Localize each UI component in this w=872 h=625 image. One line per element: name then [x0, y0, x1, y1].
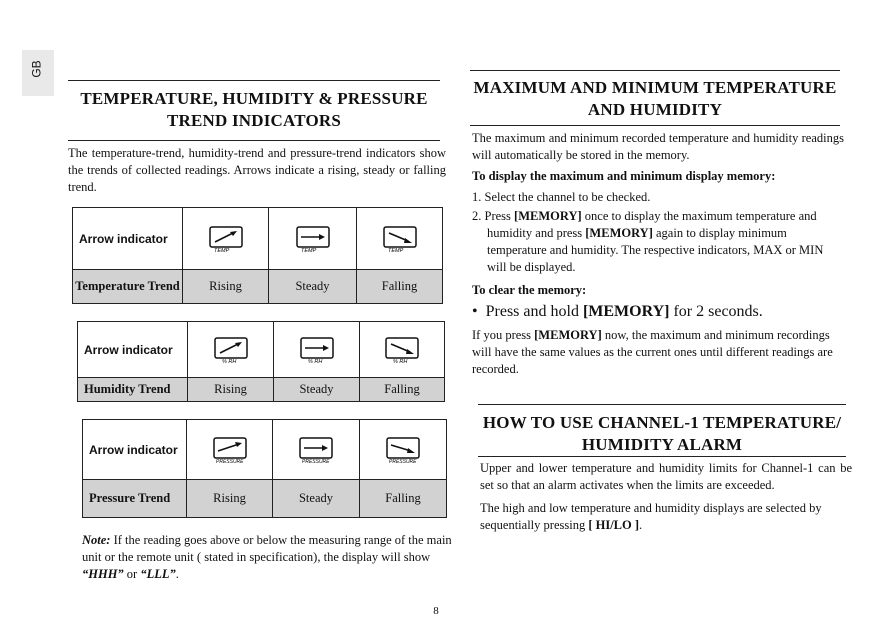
- temperature-trend-label: Temperature Trend: [73, 270, 183, 304]
- step-2: [472, 208, 844, 276]
- humidity-steady-arrow-icon: [299, 336, 335, 364]
- hilo-key: [ HI/LO ]: [588, 518, 640, 532]
- note-text: If the reading goes above or below the measuring range of the main unit or the remote unit ( stated in specification), the display will show: [82, 533, 452, 564]
- pressure-trend-table: [82, 419, 447, 518]
- right-title2-line2: HUMIDITY ALARM: [581, 435, 743, 454]
- arrow-indicator-label: Arrow indicator: [83, 420, 187, 480]
- temp-falling-label: Falling: [357, 270, 443, 304]
- right-title2-line1: HOW TO USE CHANNEL-1 TEMPERATURE/: [482, 413, 842, 432]
- right-p4: [480, 500, 852, 534]
- arrow-indicator-label: Arrow indicator: [73, 208, 183, 270]
- right-title1-line1: MAXIMUM AND MINIMUM TEMPERATURE: [473, 78, 837, 97]
- temp-steady-label: Steady: [269, 270, 357, 304]
- note-or: or: [123, 567, 141, 581]
- humidity-rising-unit: % RH: [221, 358, 236, 364]
- pressure-steady-arrow-icon: [294, 436, 338, 464]
- humidity-falling-cell: [360, 322, 445, 378]
- left-intro: [68, 145, 446, 196]
- p2-b: now, the maximum and minimum recordings will have the same values as the current ones until different readings are recorded.: [472, 328, 833, 376]
- language-tab: [22, 50, 54, 96]
- temperature-trend-row: [73, 270, 443, 304]
- pressure-rising-cell: [187, 420, 273, 480]
- pressure-falling-unit: PRESSURE: [389, 458, 417, 464]
- step-2-b: once to display the maximum temperature and humidity and press: [487, 209, 817, 240]
- temp-falling-arrow-icon: [382, 225, 418, 253]
- bullet-memory: [MEMORY]: [582, 303, 670, 320]
- right-title1-line2: AND HUMIDITY: [587, 100, 723, 119]
- temp-rising-cell: [183, 208, 269, 270]
- clear-memory-subheading: To clear the memory:: [472, 283, 587, 297]
- language-tab-label: GB: [29, 60, 44, 78]
- step-2-memory-2: [MEMORY]: [585, 226, 653, 240]
- left-intro-text: The temperature-trend, humidity-trend and pressure-trend indicators show the trends of collected readings. Arrows indicate a rising, steady or falling trend.: [68, 146, 446, 194]
- right-title2-top-rule: [478, 404, 846, 405]
- temp-steady-arrow-icon: [295, 225, 331, 253]
- clear-memory-list: [472, 303, 844, 321]
- humidity-arrow-row: [78, 322, 445, 378]
- right-title1: [470, 77, 840, 121]
- step-2-c: again to display minimum temperature and humidity. The respective indicators, MAX or MIN will be displayed.: [487, 226, 824, 274]
- humidity-trend-label: Humidity Trend: [78, 378, 188, 402]
- p2-a: If you press: [472, 328, 535, 342]
- right-title1-bottom-rule: [470, 125, 840, 126]
- temp-steady-unit: TEMP: [300, 247, 316, 253]
- humidity-trend-row: [78, 378, 445, 402]
- humidity-falling-unit: % RH: [393, 358, 408, 364]
- left-title-bottom-rule: [68, 140, 440, 141]
- humidity-steady-unit: % RH: [307, 358, 322, 364]
- right-p2: [472, 327, 844, 378]
- temp-falling-unit: TEMP: [387, 247, 403, 253]
- right-title1-top-rule: [470, 70, 840, 71]
- note-end: .: [175, 567, 179, 581]
- right-section2: [480, 460, 852, 534]
- clear-memory-bullet: [472, 303, 844, 321]
- pressure-rising-label: Rising: [187, 480, 273, 518]
- p4-a: The high and low temperature and humidity displays are selected by sequentially pressing: [480, 501, 822, 532]
- pressure-steady-label: Steady: [273, 480, 360, 518]
- left-title: [68, 88, 440, 132]
- step-1: 1. Select the channel to be checked.: [472, 190, 651, 204]
- humidity-rising-arrow-icon: [213, 336, 249, 364]
- humidity-rising-cell: [188, 322, 274, 378]
- humidity-trend-table: [77, 321, 445, 402]
- pressure-trend-label: Pressure Trend: [83, 480, 187, 518]
- left-title-line1: TEMPERATURE, HUMIDITY & PRESSURE: [80, 89, 428, 108]
- humidity-falling-arrow-icon: [384, 336, 420, 364]
- step-2-a: 2. Press: [472, 209, 515, 223]
- bullet-dot: •: [472, 303, 486, 320]
- humidity-steady-label: Steady: [274, 378, 360, 402]
- pressure-steady-cell: [273, 420, 360, 480]
- pressure-arrow-row: [83, 420, 447, 480]
- temp-steady-cell: [269, 208, 357, 270]
- left-title-line2: TREND INDICATORS: [166, 111, 342, 130]
- pressure-falling-arrow-icon: [381, 436, 425, 464]
- pressure-falling-label: Falling: [360, 480, 447, 518]
- step-2-memory-1: [MEMORY]: [514, 209, 582, 223]
- note-lll: “LLL”: [140, 567, 176, 581]
- left-title-top-rule: [68, 80, 440, 81]
- humidity-falling-label: Falling: [360, 378, 445, 402]
- right-section1: [472, 130, 844, 378]
- left-note: [82, 532, 454, 583]
- humidity-rising-label: Rising: [188, 378, 274, 402]
- temp-rising-label: Rising: [183, 270, 269, 304]
- temp-falling-cell: [357, 208, 443, 270]
- right-title2: [478, 412, 846, 456]
- temperature-arrow-row: [73, 208, 443, 270]
- pressure-falling-cell: [360, 420, 447, 480]
- bullet-a: Press and hold: [485, 303, 583, 320]
- right-p1: The maximum and minimum recorded temperature and humidity readings will automatically be stored in the memory.: [472, 131, 844, 162]
- p2-memory: [MEMORY]: [534, 328, 602, 342]
- p4-end: .: [639, 518, 643, 532]
- note-paragraph: [82, 532, 454, 583]
- arrow-indicator-label: Arrow indicator: [78, 322, 188, 378]
- note-label: Note:: [82, 533, 111, 547]
- temp-rising-unit: TEMP: [213, 247, 229, 253]
- temperature-trend-table: [72, 207, 443, 304]
- pressure-rising-unit: PRESSURE: [215, 458, 244, 464]
- display-memory-subheading: To display the maximum and minimum display memory:: [472, 169, 776, 183]
- pressure-steady-unit: PRESSURE: [302, 458, 330, 464]
- bullet-b: for 2 seconds.: [669, 303, 763, 320]
- page-number: 8: [433, 605, 439, 617]
- temp-rising-arrow-icon: [208, 225, 244, 253]
- pressure-rising-arrow-icon: [208, 436, 252, 464]
- note-hhh: “HHH”: [82, 567, 124, 581]
- humidity-steady-cell: [274, 322, 360, 378]
- pressure-trend-row: [83, 480, 447, 518]
- right-p3: Upper and lower temperature and humidity limits for Channel-1 can be set so that an alarm activates when the limits are exceeded.: [480, 461, 852, 492]
- right-title2-bottom-rule: [478, 456, 846, 457]
